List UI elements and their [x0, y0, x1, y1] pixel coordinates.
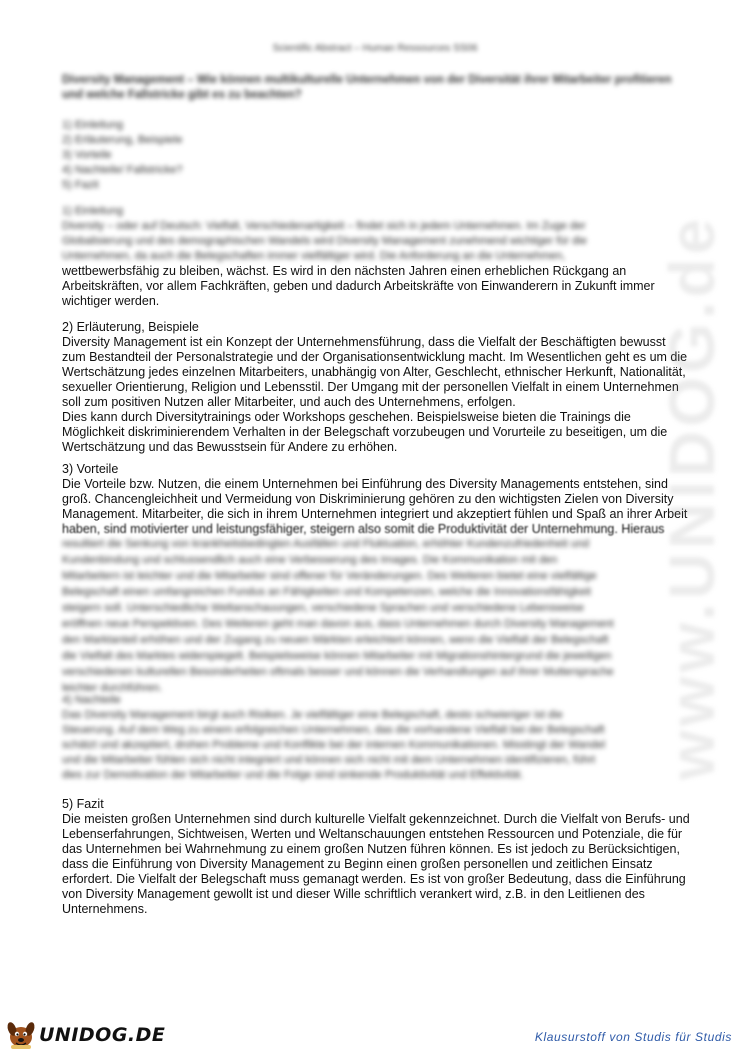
- text-line: Belegschaft einen umfangreichen Fundus an Fähigkeiten und Kompetenzen, welche die Innovationsfähigkeit: [62, 586, 591, 598]
- toc-item: 3) Vorteile: [62, 149, 112, 161]
- text-line: haben, sind motivierter und leistungsfähiger, steigern also somit die Produktivität der Unternehmung. Hieraus: [62, 522, 665, 536]
- section-heading: 1) Einleitung: [62, 205, 124, 217]
- text-line: Das Diversity Management birgt auch Risiken. Je vielfältiger eine Belegschaft, desto schwieriger ist die: [62, 709, 563, 721]
- text-line: Die Vorteile bzw. Nutzen, die einem Unternehmen bei Einführung des Diversity Managements entstehen, sind: [62, 477, 668, 491]
- text-line: dies zur Demotivation der Mitarbeiter und die Folge sind sinkende Produktivität und Effektivität.: [62, 769, 524, 781]
- section-heading: 5) Fazit: [62, 797, 104, 811]
- text-line: wichtiger werden.: [62, 294, 160, 308]
- document-title: Diversity Management – Wie können multikulturelle Unternehmen von der Diversität ihrer Mitarbeiter profitieren und welche Fallstricke gibt es zu beachten?: [62, 74, 672, 101]
- blurred-paragraph: [62, 537, 690, 697]
- text-line: Diversity Management ist ein Konzept der Unternehmensführung, dass die Vielfalt der Beschäftigten bewusst: [62, 335, 666, 349]
- text-line: Mitarbeitern ist leichter und die Mitarbeiter sind offener für Veränderungen. Des Weiteren bietet eine vielfältige: [62, 570, 597, 582]
- text-line: Management. Mitarbeiter, die sich in ihrem Unternehmen integriert und akzeptiert fühlen und Spaß an ihrer Arbeit: [62, 507, 688, 521]
- text-line: soll zum positiven Nutzen aller Mitarbeiter, und auch des Unternehmens, erfolgen.: [62, 395, 516, 409]
- text-line: Diversity – oder auf Deutsch: Vielfalt, Verschiedenartigkeit – findet sich in jedem Unternehmen. Im Zuge der: [62, 220, 586, 232]
- text-line: Unternehmens.: [62, 902, 148, 916]
- logo-text: UNIDOG.DE: [39, 1024, 166, 1046]
- text-line: zum Bestandteil der Personalstrategie und der Organisationsentwicklung macht. Im Wesentlichen geht es um die: [62, 350, 688, 364]
- text-line: eröffnen neue Perspektiven. Des Weiteren geht man davon aus, dass Unternehmen durch Diversity Management: [62, 618, 614, 630]
- text-line: den Marktanteil erhöhen und der Zugang zu neuen Märkten erleichtert können, wenn die Vielfalt der Belegschaft: [62, 634, 609, 646]
- text-line: leichter durchführen.: [62, 682, 163, 694]
- section-heading: 4) Nachteile: [62, 694, 121, 706]
- text-line: Steuerung. Auf dem Weg zu einem erfolgreichen Unternehmen, das die vorhandene Vielfalt bei der Belegschaft: [62, 724, 605, 736]
- blurred-paragraph: [62, 204, 690, 264]
- section-disadvantages: [62, 693, 690, 783]
- section-explanation: [62, 320, 690, 455]
- footer-tagline: Klausurstoff von Studis für Studis: [534, 1030, 732, 1044]
- text-line: sexueller Orientierung, Religion und Lebensstil. Der Umgang mit der personellen Vielfalt in einem Unternehmen: [62, 380, 679, 394]
- running-header: Scientific Abstract – Human Ressources SS06: [272, 43, 478, 54]
- text-line: von Diversity Management gewollt ist und dieser Wille schriftlich verankert wird, z.B. in den Leitlienen des: [62, 887, 645, 901]
- toc-item: 1) Einleitung: [62, 119, 124, 131]
- text-line: wettbewerbsfähig zu bleiben, wächst. Es wird in den nächsten Jahren einen erheblichen Rückgang an: [62, 264, 627, 278]
- text-line: die Vielfalt des Marktes widerspiegelt. Beispielsweise können Mitarbeiter mit Migrationshintergrund die jeweiligen: [62, 650, 612, 662]
- text-line: Lebenserfahrungen, Sichtweisen, Werten und Weltanschauungen entstehen Ressourcen und Potenziale, die für: [62, 827, 683, 841]
- watermark: www.UNIDOG.de: [656, 214, 728, 780]
- section-heading: 3) Vorteile: [62, 462, 119, 476]
- dog-mascot-icon: [3, 1015, 39, 1051]
- toc-item: 5) Fazit: [62, 179, 99, 191]
- text-line: verschiedenen kulturellen Besonderheiten oftmals besser und können die Verhandlungen auf ihrer Muttersprache: [62, 666, 614, 678]
- blurred-paragraph: [62, 693, 690, 783]
- text-line: schätzt und akzeptiert, drohen Probleme und Konflikte bei der internen Kommunikationen. Misstingt der Wandel: [62, 739, 606, 751]
- text-line: groß. Chancengleichheit und Vermeidung von Diskriminierung gehören zu den wichtigsten Zielen von Diversity: [62, 492, 674, 506]
- text-line: Arbeitskräften, vor allem Fachkräften, geben und dadurch Arbeitskräfte von Einwanderern in Zukunft immer: [62, 279, 655, 293]
- toc-item: 2) Erläuterung, Beispiele: [62, 134, 183, 146]
- text-line: Wertschätzung und das Bewusstsein für Andere zu erhöhen.: [62, 440, 398, 454]
- text-line: und die Mitarbeiter fühlen sich nicht integriert und können sich nicht mit dem Unternehmen identifizieren, führt: [62, 754, 596, 766]
- text-line: dass die Einführung von Diversity Management zu Beginn einen großen personellen und zeitlichen Einsatz: [62, 857, 653, 871]
- text-line: resultiert die Senkung von krankheitsbedingten Ausfällen und Fluktuation, erhöhter Kundenzufriedenheit und: [62, 538, 590, 550]
- text-line: Dies kann durch Diversitytrainings oder Workshops geschehen. Beispielsweise bieten die Trainings die: [62, 410, 631, 424]
- text-line: erfordert. Die Vielfalt der Belegschaft muss gemanagt werden. Es ist von großer Bedeutung, dass die Einführung: [62, 872, 686, 886]
- section-introduction: [62, 204, 690, 309]
- section-advantages: [62, 462, 690, 697]
- text-line: Unternehmen, da auch die Belegschaften immer vielfältiger wird. Die Anforderung an die Unternehmen,: [62, 250, 566, 262]
- unidog-logo[interactable]: [3, 1015, 166, 1051]
- table-of-contents: [62, 118, 362, 193]
- text-line: steigern soll. Unterschiedliche Weltanschauungen, verschiedene Sprachen und verschiedene Lebensweise: [62, 602, 585, 614]
- section-conclusion: [62, 797, 690, 917]
- text-line: Die meisten großen Unternehmen sind durch kulturelle Vielfalt gekennzeichnet. Durch die Vielfalt von Berufs- und: [62, 812, 690, 826]
- text-line: Globalisierung und des demographischen Wandels wird Diversity Management zunehmend wichtiger für die: [62, 235, 587, 247]
- text-line: Wertschätzung jedes einzelnen Mitarbeiters, unabhängig von Alter, Geschlecht, ethnischer Herkunft, Nationalität,: [62, 365, 686, 379]
- text-line: Möglichkeit diskriminierendem Verhalten in der Belegschaft vorzubeugen und Vorurteile zu beseitigen, um die: [62, 425, 668, 439]
- toc-item: 4) Nachteile/ Fallstricke?: [62, 164, 183, 176]
- section-heading: 2) Erläuterung, Beispiele: [62, 320, 199, 334]
- text-line: Kundenbindung und schlussendlich auch eine Verbesserung des Images. Die Kommunikation mit den: [62, 554, 558, 566]
- text-line: das Unternehmen bei Wahrnehmung zu einem großen Nutzen führen können. Es ist jedoch zu Berücksichtigen,: [62, 842, 680, 856]
